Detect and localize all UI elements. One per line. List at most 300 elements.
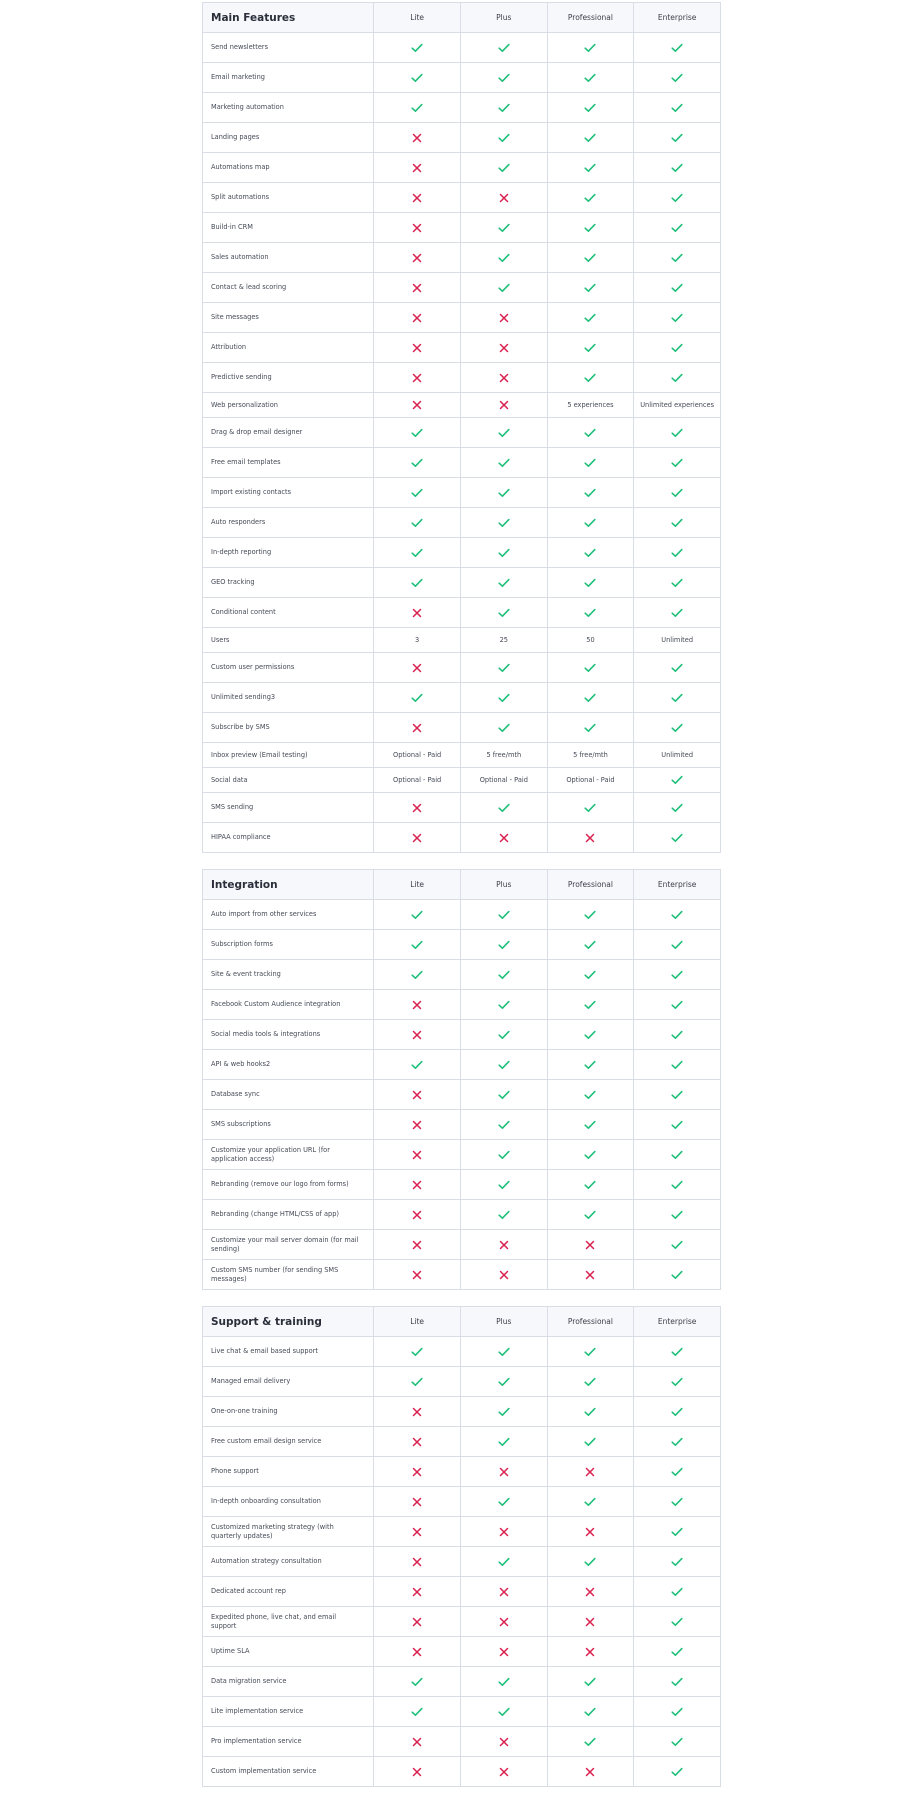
feature-name: Custom implementation service: [203, 1757, 374, 1787]
cross-icon: [412, 1647, 422, 1657]
feature-name: Subscribe by SMS: [203, 713, 374, 743]
included-cell: [374, 1050, 461, 1080]
check-icon: [498, 518, 510, 528]
included-cell: [634, 153, 721, 183]
check-icon: [498, 133, 510, 143]
plan-header-plus: Plus: [460, 3, 547, 33]
included-cell: [374, 478, 461, 508]
cross-icon: [412, 1270, 422, 1280]
included-cell: [547, 273, 634, 303]
included-cell: [460, 793, 547, 823]
check-icon: [671, 1497, 683, 1507]
check-icon: [498, 1150, 510, 1160]
feature-name: One-on-one training: [203, 1397, 374, 1427]
cross-icon: [585, 1467, 595, 1477]
included-cell: [460, 153, 547, 183]
included-cell: [460, 960, 547, 990]
excluded-cell: [460, 1517, 547, 1547]
plan-header-enterprise: Enterprise: [634, 870, 721, 900]
check-icon: [671, 458, 683, 468]
plan-value: 50: [547, 628, 634, 653]
check-icon: [498, 1090, 510, 1100]
check-icon: [411, 458, 423, 468]
check-icon: [584, 1000, 596, 1010]
included-cell: [547, 448, 634, 478]
included-cell: [547, 1020, 634, 1050]
excluded-cell: [374, 1020, 461, 1050]
excluded-cell: [547, 1230, 634, 1260]
check-icon: [498, 1707, 510, 1717]
check-icon: [498, 253, 510, 263]
table-row: [203, 1170, 721, 1200]
check-icon: [498, 803, 510, 813]
included-cell: [374, 1337, 461, 1367]
feature-name: Uptime SLA: [203, 1637, 374, 1667]
check-icon: [671, 1150, 683, 1160]
cross-icon: [499, 1737, 509, 1747]
excluded-cell: [374, 1140, 461, 1170]
excluded-cell: [460, 183, 547, 213]
cross-icon: [412, 1030, 422, 1040]
check-icon: [411, 548, 423, 558]
feature-name: Expedited phone, live chat, and email support: [203, 1607, 374, 1637]
cross-icon: [412, 663, 422, 673]
check-icon: [498, 1210, 510, 1220]
check-icon: [671, 488, 683, 498]
excluded-cell: [547, 823, 634, 853]
pricing-comparison: [202, 2, 721, 1803]
cross-icon: [585, 1527, 595, 1537]
check-icon: [671, 803, 683, 813]
check-icon: [584, 663, 596, 673]
check-icon: [671, 1557, 683, 1567]
plan-value: 5 free/mth: [547, 743, 634, 768]
included-cell: [547, 153, 634, 183]
included-cell: [634, 568, 721, 598]
plan-value: Optional - Paid: [547, 768, 634, 793]
included-cell: [460, 1697, 547, 1727]
check-icon: [671, 940, 683, 950]
cross-icon: [412, 1767, 422, 1777]
check-icon: [498, 73, 510, 83]
included-cell: [460, 1427, 547, 1457]
included-cell: [460, 1547, 547, 1577]
cross-icon: [412, 1090, 422, 1100]
feature-name: Automations map: [203, 153, 374, 183]
check-icon: [671, 1240, 683, 1250]
included-cell: [634, 93, 721, 123]
plan-value: 3: [374, 628, 461, 653]
excluded-cell: [460, 303, 547, 333]
check-icon: [584, 1347, 596, 1357]
check-icon: [498, 608, 510, 618]
check-icon: [411, 518, 423, 528]
included-cell: [547, 990, 634, 1020]
check-icon: [498, 693, 510, 703]
comparison-table-support-training: [202, 1306, 721, 1787]
included-cell: [460, 1050, 547, 1080]
excluded-cell: [547, 1577, 634, 1607]
check-icon: [584, 43, 596, 53]
cross-icon: [499, 1617, 509, 1627]
included-cell: [634, 123, 721, 153]
included-cell: [634, 1457, 721, 1487]
check-icon: [498, 1407, 510, 1417]
table-row: [203, 303, 721, 333]
plan-header-plus: Plus: [460, 1307, 547, 1337]
feature-name: SMS sending: [203, 793, 374, 823]
included-cell: [460, 1200, 547, 1230]
included-cell: [547, 683, 634, 713]
excluded-cell: [374, 1727, 461, 1757]
included-cell: [547, 598, 634, 628]
included-cell: [547, 123, 634, 153]
included-cell: [547, 1170, 634, 1200]
included-cell: [460, 243, 547, 273]
excluded-cell: [547, 1260, 634, 1290]
included-cell: [634, 768, 721, 793]
cross-icon: [412, 1617, 422, 1627]
cross-icon: [412, 193, 422, 203]
check-icon: [671, 1527, 683, 1537]
check-icon: [584, 1407, 596, 1417]
check-icon: [584, 283, 596, 293]
table-row: [203, 900, 721, 930]
plan-value: 5 free/mth: [460, 743, 547, 768]
cross-icon: [412, 400, 422, 410]
table-row: [203, 213, 721, 243]
cross-icon: [412, 723, 422, 733]
feature-name: Drag & drop email designer: [203, 418, 374, 448]
check-icon: [498, 223, 510, 233]
table-row: [203, 538, 721, 568]
included-cell: [634, 183, 721, 213]
excluded-cell: [460, 393, 547, 418]
feature-name: Contact & lead scoring: [203, 273, 374, 303]
feature-name: Email marketing: [203, 63, 374, 93]
section-title: Integration: [203, 870, 374, 900]
excluded-cell: [460, 1727, 547, 1757]
included-cell: [634, 1367, 721, 1397]
feature-name: Customized marketing strategy (with quarterly updates): [203, 1517, 374, 1547]
check-icon: [498, 940, 510, 950]
included-cell: [547, 1667, 634, 1697]
table-row: [203, 1667, 721, 1697]
check-icon: [584, 253, 596, 263]
included-cell: [634, 1757, 721, 1787]
feature-name: In-depth reporting: [203, 538, 374, 568]
included-cell: [634, 683, 721, 713]
check-icon: [671, 1437, 683, 1447]
included-cell: [374, 93, 461, 123]
check-icon: [498, 1437, 510, 1447]
included-cell: [547, 183, 634, 213]
excluded-cell: [460, 1260, 547, 1290]
included-cell: [547, 1367, 634, 1397]
excluded-cell: [460, 1757, 547, 1787]
excluded-cell: [374, 1397, 461, 1427]
included-cell: [634, 990, 721, 1020]
excluded-cell: [374, 153, 461, 183]
included-cell: [374, 448, 461, 478]
feature-name: Data migration service: [203, 1667, 374, 1697]
feature-name: API & web hooks2: [203, 1050, 374, 1080]
cross-icon: [412, 1000, 422, 1010]
cross-icon: [412, 1437, 422, 1447]
included-cell: [634, 930, 721, 960]
check-icon: [671, 428, 683, 438]
table-row: [203, 990, 721, 1020]
check-icon: [671, 578, 683, 588]
cross-icon: [412, 803, 422, 813]
cross-icon: [412, 1587, 422, 1597]
feature-name: Auto responders: [203, 508, 374, 538]
table-row: [203, 653, 721, 683]
check-icon: [584, 428, 596, 438]
check-icon: [584, 163, 596, 173]
included-cell: [634, 538, 721, 568]
included-cell: [547, 363, 634, 393]
check-icon: [671, 1407, 683, 1417]
check-icon: [411, 910, 423, 920]
check-icon: [671, 1180, 683, 1190]
check-icon: [584, 1090, 596, 1100]
table-row: [203, 1727, 721, 1757]
check-icon: [671, 775, 683, 785]
feature-name: Rebranding (remove our logo from forms): [203, 1170, 374, 1200]
included-cell: [547, 1337, 634, 1367]
feature-name: Build-in CRM: [203, 213, 374, 243]
included-cell: [460, 1170, 547, 1200]
table-row: [203, 1140, 721, 1170]
check-icon: [671, 518, 683, 528]
included-cell: [374, 508, 461, 538]
cross-icon: [499, 1587, 509, 1597]
check-icon: [498, 1347, 510, 1357]
check-icon: [411, 103, 423, 113]
feature-name: Database sync: [203, 1080, 374, 1110]
excluded-cell: [547, 1637, 634, 1667]
check-icon: [584, 1737, 596, 1747]
check-icon: [584, 343, 596, 353]
included-cell: [547, 93, 634, 123]
check-icon: [498, 1180, 510, 1190]
included-cell: [634, 793, 721, 823]
feature-name: Social media tools & integrations: [203, 1020, 374, 1050]
excluded-cell: [547, 1517, 634, 1547]
feature-name: Managed email delivery: [203, 1367, 374, 1397]
excluded-cell: [460, 363, 547, 393]
cross-icon: [412, 1240, 422, 1250]
included-cell: [460, 448, 547, 478]
excluded-cell: [374, 1457, 461, 1487]
cross-icon: [499, 373, 509, 383]
cross-icon: [499, 1647, 509, 1657]
feature-name: Attribution: [203, 333, 374, 363]
included-cell: [547, 1110, 634, 1140]
table-row: [203, 930, 721, 960]
included-cell: [460, 930, 547, 960]
excluded-cell: [374, 1427, 461, 1457]
table-row: [203, 1337, 721, 1367]
excluded-cell: [374, 1260, 461, 1290]
included-cell: [374, 1367, 461, 1397]
feature-name: Dedicated account rep: [203, 1577, 374, 1607]
check-icon: [584, 1377, 596, 1387]
plan-header-professional: Professional: [547, 1307, 634, 1337]
included-cell: [634, 1517, 721, 1547]
plan-header-lite: Lite: [374, 870, 461, 900]
check-icon: [671, 1060, 683, 1070]
included-cell: [374, 418, 461, 448]
included-cell: [460, 1367, 547, 1397]
cross-icon: [412, 608, 422, 618]
table-header-row: [203, 3, 721, 33]
included-cell: [547, 33, 634, 63]
table-row: [203, 478, 721, 508]
feature-name: HIPAA compliance: [203, 823, 374, 853]
excluded-cell: [374, 1547, 461, 1577]
check-icon: [411, 1707, 423, 1717]
table-row: [203, 93, 721, 123]
included-cell: [634, 1230, 721, 1260]
plan-value: 25: [460, 628, 547, 653]
feature-name: Conditional content: [203, 598, 374, 628]
check-icon: [671, 163, 683, 173]
check-icon: [498, 163, 510, 173]
check-icon: [498, 578, 510, 588]
included-cell: [460, 1337, 547, 1367]
cross-icon: [499, 1240, 509, 1250]
feature-name: GEO tracking: [203, 568, 374, 598]
check-icon: [671, 1677, 683, 1687]
cross-icon: [585, 833, 595, 843]
included-cell: [374, 63, 461, 93]
check-icon: [671, 1030, 683, 1040]
included-cell: [460, 213, 547, 243]
included-cell: [634, 1200, 721, 1230]
feature-name: Facebook Custom Audience integration: [203, 990, 374, 1020]
included-cell: [634, 598, 721, 628]
excluded-cell: [460, 1230, 547, 1260]
excluded-cell: [374, 1200, 461, 1230]
included-cell: [634, 713, 721, 743]
check-icon: [671, 663, 683, 673]
included-cell: [460, 1487, 547, 1517]
cross-icon: [499, 313, 509, 323]
check-icon: [584, 970, 596, 980]
check-icon: [411, 1347, 423, 1357]
excluded-cell: [547, 1757, 634, 1787]
included-cell: [547, 900, 634, 930]
feature-name: Custom user permissions: [203, 653, 374, 683]
table-row: [203, 1547, 721, 1577]
check-icon: [584, 193, 596, 203]
cross-icon: [499, 1467, 509, 1477]
included-cell: [634, 1110, 721, 1140]
table-row: [203, 363, 721, 393]
excluded-cell: [374, 823, 461, 853]
feature-name: In-depth onboarding consultation: [203, 1487, 374, 1517]
table-row: [203, 1697, 721, 1727]
included-cell: [460, 93, 547, 123]
check-icon: [498, 1030, 510, 1040]
plan-header-enterprise: Enterprise: [634, 1307, 721, 1337]
check-icon: [498, 663, 510, 673]
included-cell: [634, 448, 721, 478]
feature-name: Sales automation: [203, 243, 374, 273]
cross-icon: [412, 1467, 422, 1477]
included-cell: [547, 1140, 634, 1170]
feature-name: Rebranding (change HTML/CSS of app): [203, 1200, 374, 1230]
table-row: [203, 1487, 721, 1517]
included-cell: [634, 1607, 721, 1637]
check-icon: [671, 608, 683, 618]
check-icon: [498, 1677, 510, 1687]
check-icon: [671, 1467, 683, 1477]
check-icon: [411, 488, 423, 498]
feature-name: Landing pages: [203, 123, 374, 153]
cross-icon: [412, 133, 422, 143]
table-row: [203, 183, 721, 213]
cross-icon: [412, 343, 422, 353]
plan-header-lite: Lite: [374, 3, 461, 33]
included-cell: [460, 1110, 547, 1140]
feature-name: Lite implementation service: [203, 1697, 374, 1727]
check-icon: [671, 970, 683, 980]
included-cell: [547, 508, 634, 538]
cross-icon: [412, 1120, 422, 1130]
check-icon: [584, 1437, 596, 1447]
feature-name: Phone support: [203, 1457, 374, 1487]
check-icon: [671, 373, 683, 383]
included-cell: [547, 653, 634, 683]
check-icon: [671, 1587, 683, 1597]
check-icon: [584, 1677, 596, 1687]
check-icon: [584, 458, 596, 468]
excluded-cell: [374, 123, 461, 153]
included-cell: [460, 33, 547, 63]
excluded-cell: [460, 1457, 547, 1487]
check-icon: [411, 578, 423, 588]
table-row: [203, 393, 721, 418]
excluded-cell: [374, 333, 461, 363]
check-icon: [498, 428, 510, 438]
check-icon: [671, 1767, 683, 1777]
included-cell: [374, 930, 461, 960]
feature-name: Customize your application URL (for application access): [203, 1140, 374, 1170]
included-cell: [547, 1200, 634, 1230]
check-icon: [498, 1497, 510, 1507]
included-cell: [547, 960, 634, 990]
excluded-cell: [547, 1457, 634, 1487]
feature-name: Automation strategy consultation: [203, 1547, 374, 1577]
section-title: Main Features: [203, 3, 374, 33]
plan-header-professional: Professional: [547, 3, 634, 33]
excluded-cell: [374, 713, 461, 743]
check-icon: [671, 1000, 683, 1010]
included-cell: [460, 1020, 547, 1050]
feature-name: Site & event tracking: [203, 960, 374, 990]
included-cell: [374, 960, 461, 990]
included-cell: [547, 1487, 634, 1517]
plan-header-plus: Plus: [460, 870, 547, 900]
included-cell: [460, 538, 547, 568]
cross-icon: [412, 1737, 422, 1747]
cross-icon: [585, 1240, 595, 1250]
included-cell: [460, 683, 547, 713]
check-icon: [498, 548, 510, 558]
